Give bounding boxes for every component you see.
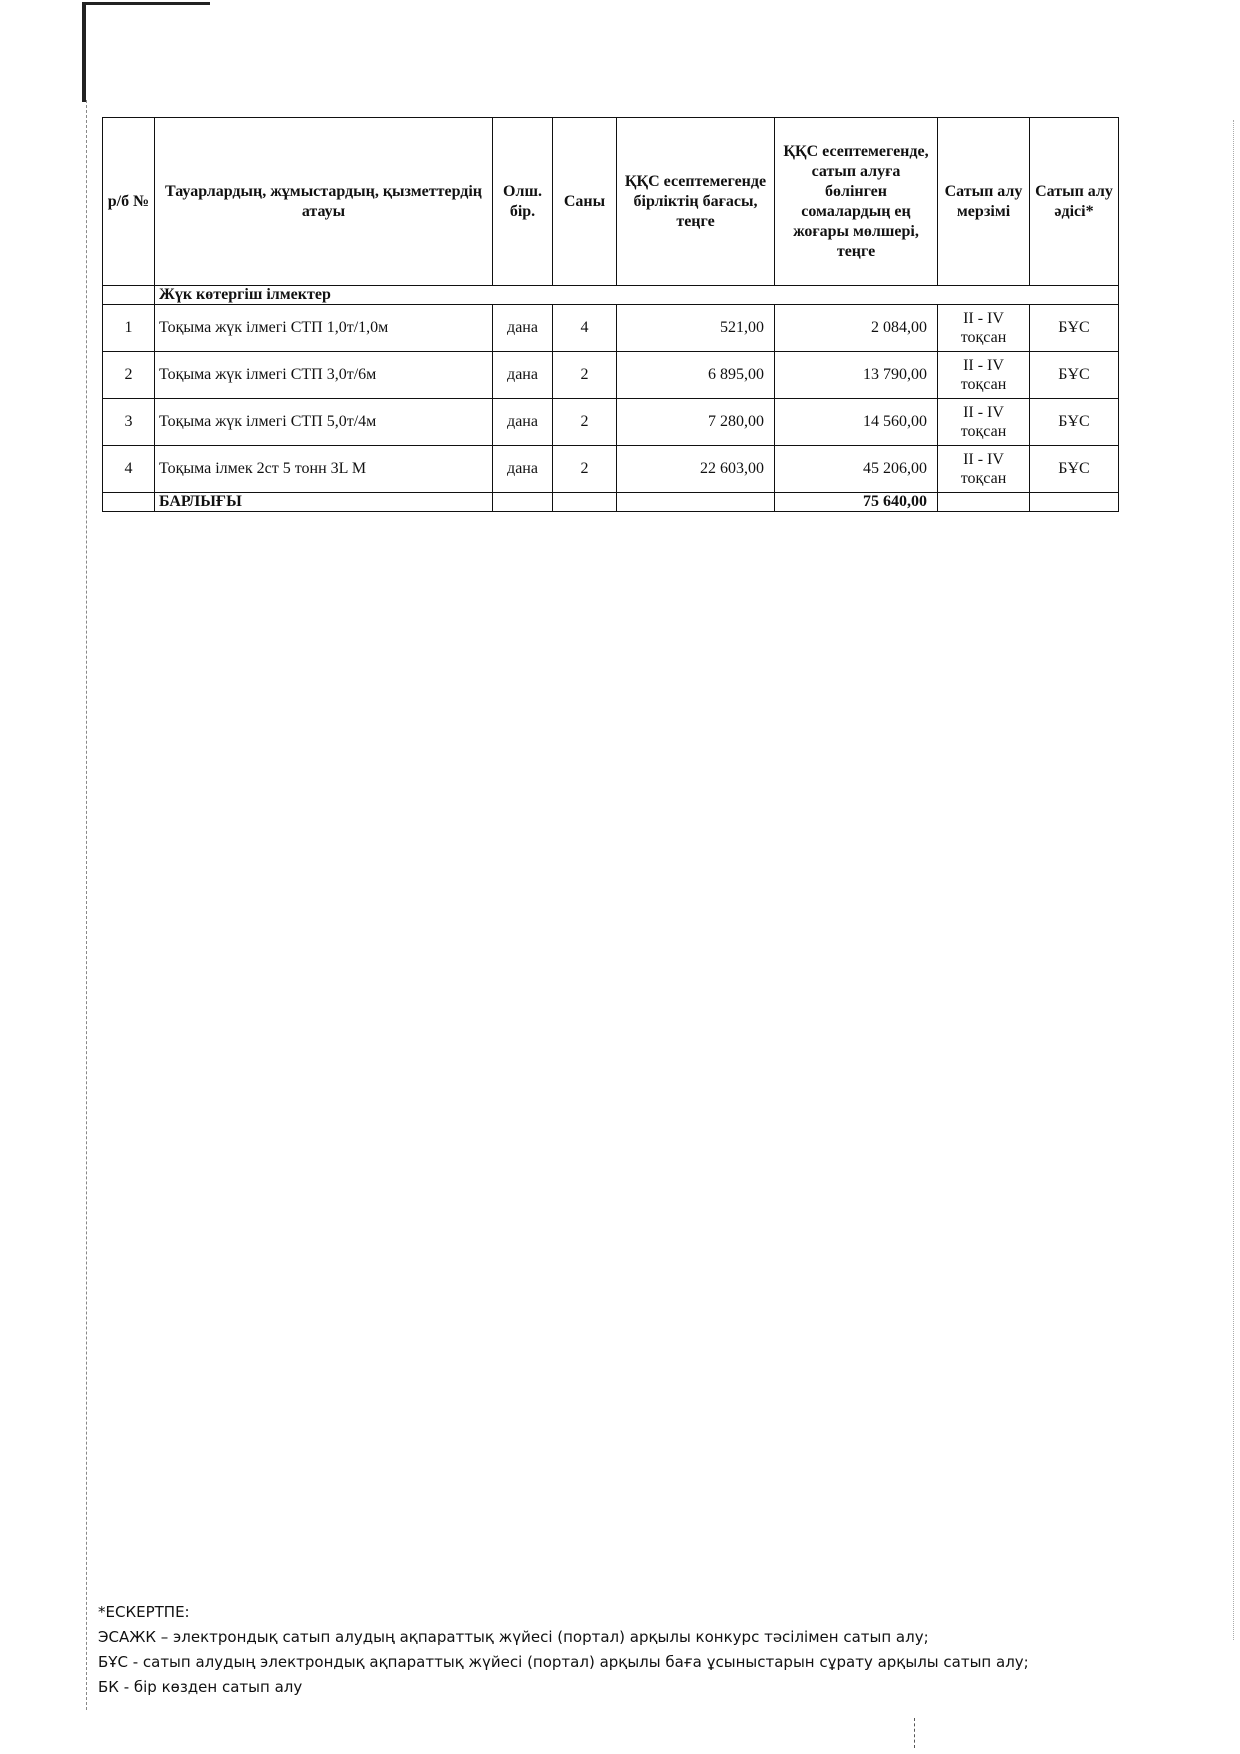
header-amount: ҚҚС есептемегенде, сатып алуға бөлінген сомалардың ең жоғары мөлшері, теңге (775, 118, 938, 286)
note-line: БҰС - сатып алудың электрондық ақпараттық жүйесі (портал) арқылы баға ұсыныстарын сұрату арқылы сатып алу; (98, 1653, 1029, 1671)
table-header-row (103, 118, 1119, 286)
header-price: ҚҚС есептемегенде бірліктің бағасы, теңге (617, 118, 775, 286)
footnotes (98, 1600, 1218, 1700)
header-qty: Саны (553, 118, 617, 286)
term-line2: тоқсан (960, 329, 1007, 346)
term-line2: тоқсан (960, 470, 1007, 487)
section-row (103, 286, 1119, 305)
term-line1: II - IV (963, 451, 1004, 468)
total-row (103, 493, 1119, 512)
term-line1: II - IV (963, 357, 1004, 374)
term-line1: II - IV (963, 310, 1004, 327)
total-empty-cell (493, 493, 553, 512)
note-line: ЭСАЖК – электрондық сатып алудың ақпараттық жүйесі (портал) арқылы конкурс тәсілімен сатып алу; (98, 1628, 929, 1646)
table-row (103, 305, 1119, 352)
cell-num: 2 (103, 352, 155, 399)
scan-artifact (1233, 120, 1234, 1640)
cell-term (938, 305, 1030, 352)
cell-qty: 2 (553, 446, 617, 493)
cell-name: Тоқыма ілмек 2ст 5 тонн 3L M (155, 446, 493, 493)
cell-method: БҰС (1030, 352, 1119, 399)
cell-amount: 45 206,00 (775, 446, 938, 493)
cell-term (938, 352, 1030, 399)
cell-amount: 2 084,00 (775, 305, 938, 352)
scan-artifact (82, 2, 210, 5)
cell-unit: дана (493, 446, 553, 493)
term-line1: II - IV (963, 404, 1004, 421)
cell-price: 521,00 (617, 305, 775, 352)
cell-num: 3 (103, 399, 155, 446)
scan-artifact (914, 1718, 915, 1748)
cell-price: 6 895,00 (617, 352, 775, 399)
note-line: БК - бір көзден сатып алу (98, 1678, 303, 1696)
cell-amount: 14 560,00 (775, 399, 938, 446)
total-empty-cell (1030, 493, 1119, 512)
section-title: Жүк көтергіш ілмектер (155, 286, 1119, 305)
cell-qty: 2 (553, 352, 617, 399)
cell-price: 22 603,00 (617, 446, 775, 493)
cell-name: Тоқыма жүк ілмегі СТП 3,0т/6м (155, 352, 493, 399)
cell-name: Тоқыма жүк ілмегі СТП 5,0т/4м (155, 399, 493, 446)
cell-term (938, 446, 1030, 493)
total-empty-cell (553, 493, 617, 512)
cell-amount: 13 790,00 (775, 352, 938, 399)
table-row (103, 399, 1119, 446)
total-amount: 75 640,00 (775, 493, 938, 512)
cell-method: БҰС (1030, 305, 1119, 352)
header-unit: Олш. бір. (493, 118, 553, 286)
notes-title: *ЕСКЕРТПЕ: (98, 1603, 190, 1621)
cell-qty: 2 (553, 399, 617, 446)
total-empty-cell (938, 493, 1030, 512)
cell-price: 7 280,00 (617, 399, 775, 446)
scan-artifact (86, 100, 87, 1710)
cell-num: 1 (103, 305, 155, 352)
cell-unit: дана (493, 305, 553, 352)
table-row (103, 446, 1119, 493)
cell-term (938, 399, 1030, 446)
cell-method: БҰС (1030, 399, 1119, 446)
total-empty-cell (103, 493, 155, 512)
term-line2: тоқсан (960, 423, 1007, 440)
header-term: Сатып алу мерзімі (938, 118, 1030, 286)
cell-name: Тоқыма жүк ілмегі СТП 1,0т/1,0м (155, 305, 493, 352)
total-label: БАРЛЫҒЫ (155, 493, 493, 512)
header-name: Тауарлардың, жұмыстардың, қызметтердің атауы (155, 118, 493, 286)
header-method: Сатып алу әдісі* (1030, 118, 1119, 286)
cell-num: 4 (103, 446, 155, 493)
section-empty-cell (103, 286, 155, 305)
cell-unit: дана (493, 352, 553, 399)
total-empty-cell (617, 493, 775, 512)
cell-qty: 4 (553, 305, 617, 352)
scan-artifact (82, 2, 86, 102)
table-row (103, 352, 1119, 399)
header-num: р/б № (103, 118, 155, 286)
cell-unit: дана (493, 399, 553, 446)
procurement-table (102, 117, 1119, 512)
term-line2: тоқсан (960, 376, 1007, 393)
cell-method: БҰС (1030, 446, 1119, 493)
